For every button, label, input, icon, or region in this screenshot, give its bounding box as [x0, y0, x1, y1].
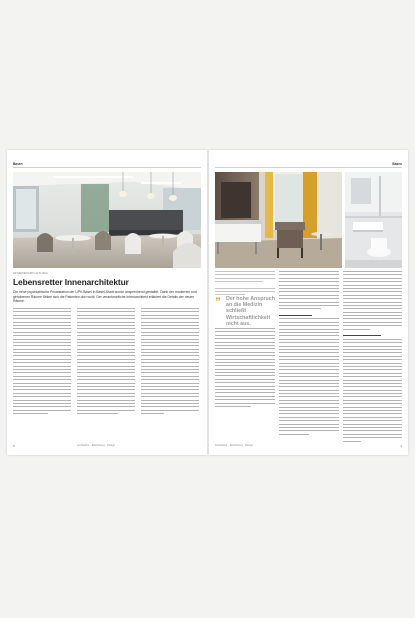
bathroom-photo: [345, 172, 402, 268]
pull-quote: Der hohe Anspruch an die Medizin schließt Wirtschaftlichkeit nicht aus.: [226, 296, 275, 327]
right-text-column-2: [279, 271, 339, 437]
right-page-number: 9: [400, 444, 402, 448]
left-text-column-3: [141, 308, 199, 417]
quote-mark-icon: ”: [215, 295, 221, 309]
article-lead: Die neue psychiatrische Privatstation der UPK Basel in Basel-Stadt wurde ansprechend gestaltet. Dank der modernen und gehobenen Räume fühlen sich die Patienten dort wohl. Der verantwortliche Innenarchitekt erläutert die Details der neuen Räume.: [13, 290, 197, 304]
left-page-number: 8: [13, 444, 15, 448]
section-label: INNEREINRICHTUNG: [13, 271, 48, 275]
left-running-head: Basen: [13, 162, 23, 166]
right-text-column-1: [215, 328, 275, 409]
left-text-column-1: [13, 308, 71, 417]
right-head-rule: [215, 167, 402, 168]
photo-caption: [215, 271, 275, 298]
left-footer: Architektur · Einrichtung · Design: [77, 444, 116, 447]
left-text-column-2: [77, 308, 135, 417]
right-text-column-3: [343, 271, 402, 444]
right-footer: Architektur · Einrichtung · Design: [215, 444, 254, 447]
right-page: [209, 150, 408, 455]
magazine-spread: [0, 150, 415, 455]
right-running-head: Basen: [392, 162, 402, 166]
article-title: Lebensretter Innenarchitektur: [13, 277, 129, 287]
patient-room-photo: [215, 172, 342, 268]
left-head-rule: [13, 167, 201, 168]
left-page: [7, 150, 207, 455]
lounge-interior-photo: [13, 172, 201, 268]
